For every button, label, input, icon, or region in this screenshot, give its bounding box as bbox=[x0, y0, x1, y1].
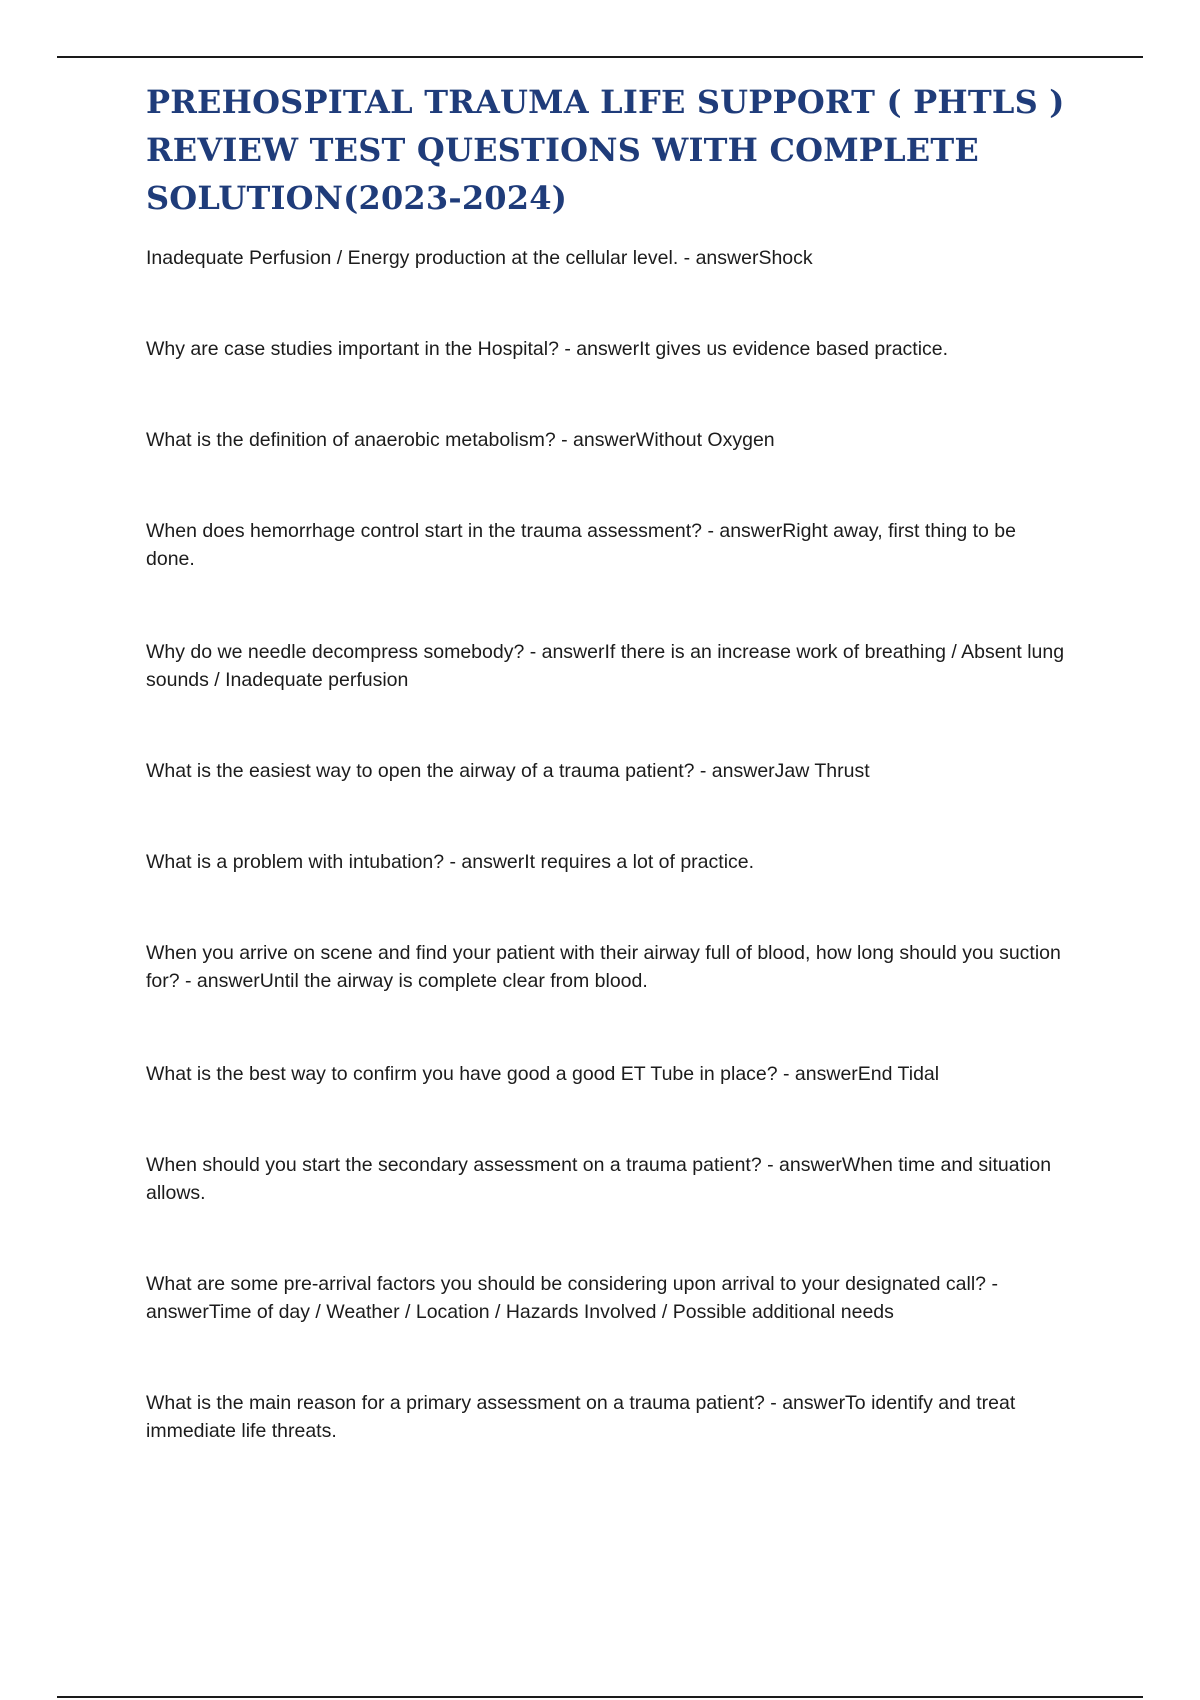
document-title: PREHOSPITAL TRAUMA LIFE SUPPORT ( PHTLS ) REVIEW TEST QUESTIONS WITH COMPLETE SOLUTION(2023-2024) bbox=[146, 83, 1065, 217]
qa-entry-11: What are some pre-arrival factors you should be considering upon arrival to your designated call? - answerTime of day / Weather / Location / Hazards Involved / Possible additional needs bbox=[146, 1273, 998, 1323]
qa-entry-2: Why are case studies important in the Hospital? - answerIt gives us evidence based practice. bbox=[146, 338, 949, 360]
qa-entry-1: Inadequate Perfusion / Energy production at the cellular level. - answerShock bbox=[146, 247, 813, 269]
top-rule bbox=[57, 56, 1143, 58]
qa-entry-10: When should you start the secondary assessment on a trauma patient? - answerWhen time and situation allows. bbox=[146, 1154, 1052, 1204]
qa-entry-4: When does hemorrhage control start in the trauma assessment? - answerRight away, first thing to be done. bbox=[146, 520, 1016, 570]
qa-entry-7: What is a problem with intubation? - answerIt requires a lot of practice. bbox=[146, 851, 755, 873]
qa-entry-5: Why do we needle decompress somebody? - answerIf there is an increase work of breathing / Absent lung sounds / Inadequate perfusion bbox=[146, 641, 1065, 691]
bottom-rule bbox=[57, 1696, 1143, 1698]
qa-entry-6: What is the easiest way to open the airway of a trauma patient? - answerJaw Thrust bbox=[146, 760, 870, 782]
qa-entry-3: What is the definition of anaerobic metabolism? - answerWithout Oxygen bbox=[146, 429, 775, 451]
qa-entry-12: What is the main reason for a primary assessment on a trauma patient? - answerTo identify and treat immediate life threats. bbox=[146, 1392, 1016, 1442]
qa-entry-8: When you arrive on scene and find your patient with their airway full of blood, how long should you suction for? - answerUntil the airway is complete clear from blood. bbox=[146, 942, 1061, 992]
qa-entry-9: What is the best way to confirm you have good a good ET Tube in place? - answerEnd Tidal bbox=[146, 1063, 940, 1085]
